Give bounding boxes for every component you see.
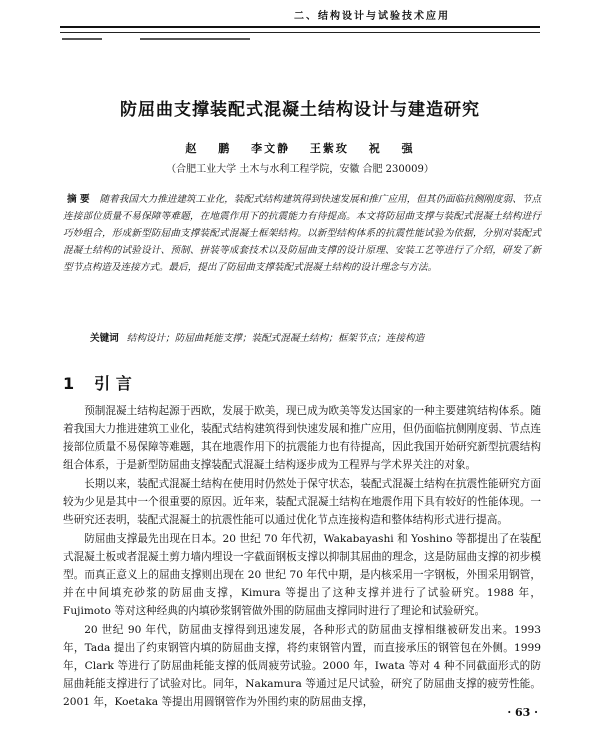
section-heading	[63, 371, 152, 394]
body-paragraph: 长期以来，装配式混凝土结构在使用时仍然处于保守状态，装配式混凝土结构在抗震性能研究方面较为少见是其中一个很重要的原因。近年来，装配式混凝土结构在地震作用下具有较好的性能体现。一些研究还表明，装配式混凝土的抗震性能可以通过优化节点连接构造和整体结构形式进行提高。	[63, 478, 541, 526]
scan-smudge	[140, 38, 250, 40]
keywords-label: 关键词	[90, 333, 119, 344]
section-title: 引 言	[94, 374, 132, 393]
body-paragraph: 防屈曲支撑最先出现在日本。20 世纪 70 年代初，Wakabayashi 和 Yoshino 等都提出了在装配式混凝土板或者混凝土剪力墙内埋设一字截面钢板支撑以抑制其屈曲的理念，这是防屈曲支撑的初步模型。而真正意义上的屈曲支撑则出现在 20 世纪 70 年代中期，是内核采用一字钢板，外围采用钢管，并在中间填充砂浆的防屈曲支撑，Kimura 等提出了这种支撑并进行了试验研究。1988 年，Fujimoto 等对这种经典的内填砂浆钢管做外围的防屈曲支撑同时进行了理论和试验研究。	[63, 533, 541, 617]
abstract-label: 摘 要	[67, 194, 90, 205]
abstract-text: 随着我国大力推进建筑工业化，装配式结构建筑得到快速发展和推广应用，但其仍面临抗侧刚度弱、节点连接部位质量不易保障等难题，在地震作用下的抗震能力有待提高。本文将防屈曲支撑与装配式混凝土结构进行巧妙组合，形成新型防屈曲支撑装配式混凝土框架结构。以新型结构体系的抗震性能试验为依据，分别对装配式混凝土结构的试验设计、预制、拼装等成套技术以及防屈曲支撑的设计原理、安装工艺等进行了介绍，研发了新型节点构造及连接方式。最后，提出了防屈曲支撑装配式混凝土结构的设计理念与方法。	[63, 194, 542, 273]
section-number: 1	[63, 374, 75, 393]
keywords-text: 结构设计；防屈曲耗能支撑；装配式混凝土结构；框架节点；连接构造	[126, 333, 425, 344]
abstract-block	[63, 191, 541, 276]
scan-smudge	[62, 38, 102, 40]
running-head: 二、结构设计与试验技术应用	[294, 11, 450, 22]
page-number: · 63 ·	[507, 706, 538, 719]
body-paragraph: 预制混凝土结构起源于西欧，发展于欧美，现已成为欧美等发达国家的一种主要建筑结构体系。随着我国大力推进建筑工业化，装配式结构建筑得到快速发展和推广应用，但仍面临抗侧刚度弱、节点连接部位质量不易保障等难题，其在地震作用下的抗震能力也有待提高，因此我国开始研究新型抗震结构组合体系，于是新型防屈曲支撑装配式混凝土结构逐步成为工程界与学术界关注的对象。	[63, 405, 541, 471]
affiliation: （合肥工业大学 土木与水利工程学院，安徽 合肥 230009）	[166, 164, 434, 175]
paper-title: 防屈曲支撑装配式混凝土结构设计与建造研究	[120, 100, 480, 120]
keywords-block	[90, 330, 540, 344]
header-rule-thin	[60, 32, 540, 33]
header-rule-thick	[60, 26, 540, 28]
body-text	[63, 402, 541, 712]
body-paragraph: 20 世纪 90 年代，防屈曲支撑得到迅速发展，各种形式的防屈曲支撑相继被研发出来。1993 年，Tada 提出了约束钢管内填的防屈曲支撑，将约束钢管内置，而直接承压的钢管包在外侧。1999 年，Clark 等进行了防屈曲耗能支撑的低周疲劳试验。2000 年，Iwata 等对 4 种不同截面形式的防屈曲耗能支撑进行了试验对比。同年，Nakamura 等通过足尺试验，研究了防屈曲支撑的疲劳性能。2001 年，Koetaka 等提出用圆钢管作为外围约束的防屈曲支撑，	[63, 624, 541, 708]
author-list: 赵 鹏 李文静 王紫玫 祝 强	[185, 142, 415, 155]
